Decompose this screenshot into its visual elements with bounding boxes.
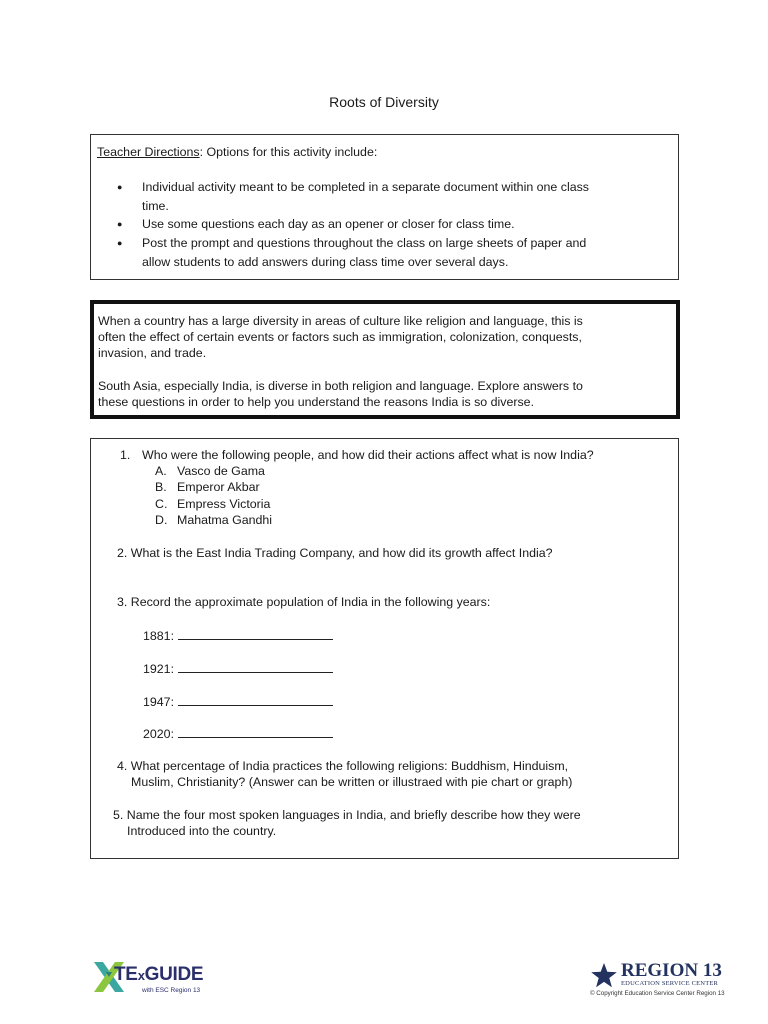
question-1-items xyxy=(155,463,272,528)
copyright-text: © Copyright Education Service Center Region 13 xyxy=(590,990,725,997)
questions-box xyxy=(90,438,679,859)
list-item: B. Emperor Akbar xyxy=(155,480,260,495)
directions-bullet: ● Individual activity meant to be completed in a separate document within one class time. xyxy=(97,178,672,215)
texguide-logo xyxy=(92,960,212,1000)
directions-list xyxy=(97,178,672,271)
question-1-number: 1. xyxy=(120,448,131,462)
answer-blank[interactable] xyxy=(178,660,333,673)
directions-bullet: ● Use some questions each day as an opener or closer for class time. xyxy=(97,215,672,234)
teacher-directions-box xyxy=(90,134,679,280)
population-row-1881: 1881: xyxy=(143,627,333,644)
directions-lead-text: : Options for this activity include: xyxy=(199,145,378,159)
texguide-subtitle: with ESC Region 13 xyxy=(142,987,201,994)
context-paragraph-1: When a country has a large diversity in areas of culture like religion and language, this is often the effect of certain events or factors such as immigration, colonization, conquests, invasion, and trade. xyxy=(98,314,583,361)
answer-blank[interactable] xyxy=(178,693,333,706)
population-row-2020: 2020: xyxy=(143,725,333,742)
region13-logo xyxy=(588,960,733,1000)
directions-lead xyxy=(97,144,672,160)
texguide-wordmark: TExGUIDE xyxy=(114,964,204,985)
question-5: 5. Name the four most spoken languages in India, and briefly describe how they were Introduced into the country. xyxy=(113,808,581,839)
page-title: Roots of Diversity xyxy=(329,94,439,110)
question-3: 3. Record the approximate population of India in the following years: xyxy=(117,595,491,609)
question-1-text: Who were the following people, and how did their actions affect what is now India? xyxy=(142,448,594,462)
question-4: 4. What percentage of India practices the following religions: Buddhism, Hinduism, Muslim, Christianity? (Answer can be written or illustraed with pie chart or graph) xyxy=(117,759,573,790)
question-2: 2. What is the East India Trading Company, and how did its growth affect India? xyxy=(117,546,553,560)
list-item: D. Mahatma Gandhi xyxy=(155,512,273,527)
star-icon xyxy=(590,962,618,988)
region13-title: REGION 13 xyxy=(621,960,722,981)
population-row-1947: 1947: xyxy=(143,693,333,710)
directions-label: Teacher Directions xyxy=(97,145,200,159)
answer-blank[interactable] xyxy=(178,627,333,640)
answer-blank[interactable] xyxy=(178,725,333,738)
region13-subtitle: EDUCATION SERVICE CENTER xyxy=(621,980,719,987)
context-box xyxy=(90,300,680,419)
population-row-1921: 1921: xyxy=(143,660,333,677)
context-paragraph-2: South Asia, especially India, is diverse in both religion and language. Explore answers to these questions in order to help you understand the reasons India is so diverse. xyxy=(98,378,583,409)
list-item: C. Empress Victoria xyxy=(155,496,271,511)
list-item: A. Vasco de Gama xyxy=(155,464,265,478)
directions-bullet: ● Post the prompt and questions throughout the class on large sheets of paper and allow students to add answers during class time over several days. xyxy=(97,234,672,271)
